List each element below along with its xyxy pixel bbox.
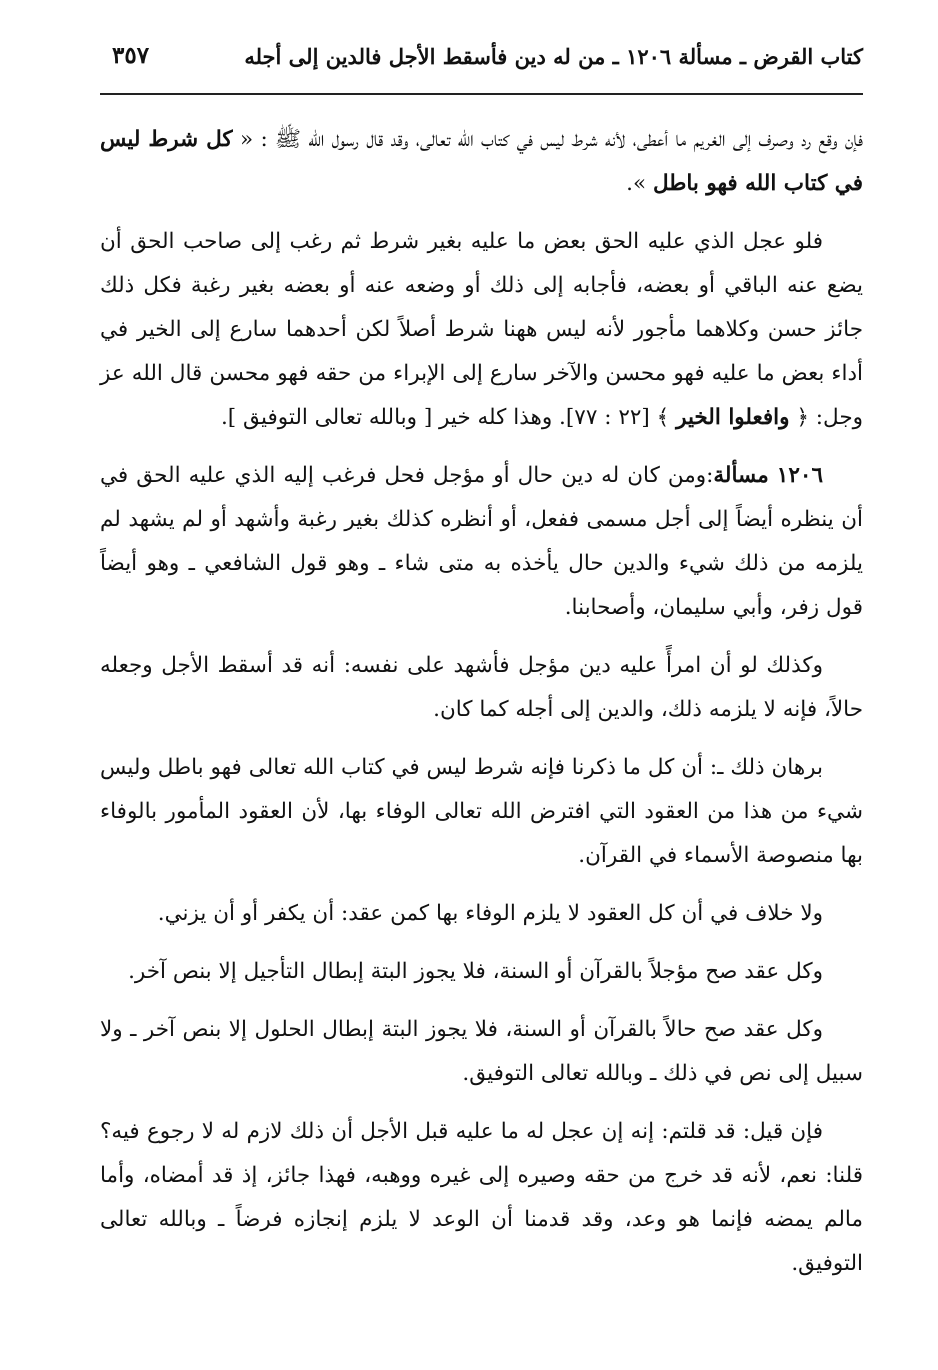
paragraph-2-end: ﴾ [٢٢ : ٧٧]. وهذا كله خير [ وبالله تعالى التوفيق ]. bbox=[220, 405, 677, 430]
running-title: كتاب القرض ـ مسألة ١٢٠٦ ـ من له دين فأسقط الأجل فالدين إلى أجله bbox=[244, 44, 863, 69]
paragraph-2 bbox=[100, 220, 863, 440]
issue-number: ١٢٠٦ bbox=[776, 463, 823, 488]
page-number: ٣٥٧ bbox=[112, 42, 150, 69]
hadith-quote: كل شرط ليس في كتاب الله فهو باطل bbox=[100, 127, 863, 196]
page-header bbox=[100, 38, 863, 88]
paragraph-3-text: :ومن كان له دين حال أو مؤجل فحل فرغب إليه الذي عليه الحق في أن ينظره أيضاً إلى أجل مسمى ففعل، أو أنظره كذلك بغير رغبة وأشهد أو لم يشهد لم يلزمه من ذلك شيء والدين حال يأخذه به متى شاء ـ وهو قول الشافعي ـ وهو أيضاً قول زفر، وأبي سليمان، وأصحابنا. bbox=[100, 463, 863, 620]
paragraph-4: وكذلك لو أن امرأً عليه دين مؤجل فأشهد على نفسه: أنه قد أسقط الأجل وجعله حالاً، فإنه لا يلزمه ذلك، والدين إلى أجله كما كان. bbox=[100, 653, 863, 722]
paragraph-8: وكل عقد صح حالاً بالقرآن أو السنة، فلا يجوز البتة إبطال الحلول إلا بنص آخر ـ ولا سبيل إلى نص في ذلك ـ وبالله تعالى التوفيق. bbox=[100, 1017, 863, 1086]
paragraph-2-text: فلو عجل الذي عليه الحق بعض ما عليه بغير شرط ثم رغب إلى صاحب الحق أن يضع عنه الباقي أو بعضه، فأجابه إلى ذلك أو وضعه عنه أو بعضه بغير رغبة فكل ذلك جائز حسن وكلاهما مأجور لأنه ليس ههنا شرط أصلاً لكن أحدهما سارع إلى الخير في أداء بعض ما عليه فهو محسن والآخر سارع إلى الإبراء من حقه فهو محسن قال الله عز وجل: ﴿ bbox=[100, 229, 863, 430]
paragraph-6: ولا خلاف في أن كل العقود لا يلزم الوفاء بها كمن عقد: أن يكفر أو أن يزني. bbox=[157, 901, 823, 926]
paragraph-1 bbox=[100, 118, 863, 206]
page-body bbox=[100, 118, 863, 1300]
paragraph-1-text: فإن وقع رد وصرف إلى الغريم ما أعطى، لأنه شرط ليس في كتاب الله تعالى، وقد قال رسول الله ﷺ : « bbox=[232, 127, 863, 152]
paragraph-1-end: ». bbox=[626, 171, 653, 196]
paragraph-3-issue bbox=[100, 454, 863, 630]
issue-label: مسألة bbox=[713, 463, 769, 488]
paragraph-9: فإن قيل: قد قلتم: إنه إن عجل له ما عليه قبل الأجل أن ذلك لازم له لا رجوع فيه؟ قلنا: نعم، لأنه قد خرج من حقه وصيره إلى غيره ووهبه، فهذا جائز، إذ قد أمضاه، وأما مالم يمضه فإنما هو وعد، وقد قدمنا أن الوعد لا يلزم إنجازه فرضاً ـ وبالله تعالى التوفيق. bbox=[100, 1119, 863, 1276]
paragraph-7: وكل عقد صح مؤجلاً بالقرآن أو السنة، فلا يجوز البتة إبطال التأجيل إلا بنص آخر. bbox=[128, 959, 823, 984]
paragraph-5: برهان ذلك ـ: أن كل ما ذكرنا فإنه شرط ليس في كتاب الله تعالى فهو باطل وليس شيء من هذا من العقود التي افترض الله تعالى الوفاء بها، لأن العقود المأمور بالوفاء بها منصوصة الأسماء في القرآن. bbox=[100, 755, 863, 868]
quran-quote: وافعلوا الخير bbox=[676, 405, 790, 430]
header-rule bbox=[100, 93, 863, 95]
